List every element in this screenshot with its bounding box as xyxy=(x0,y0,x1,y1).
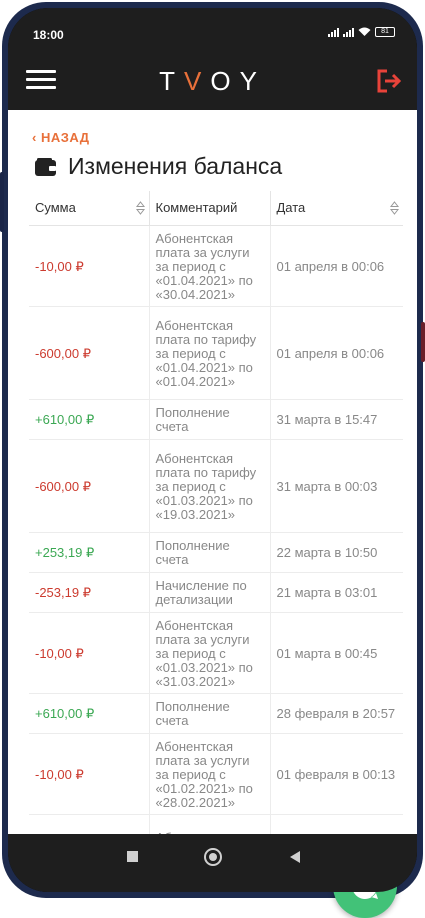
column-header-label: Дата xyxy=(276,200,306,216)
logo-part: T xyxy=(159,66,184,96)
amount-cell: +610,00 ₽ xyxy=(29,693,149,733)
status-time: 18:00 xyxy=(33,28,64,42)
battery-icon: 81 xyxy=(375,27,395,37)
comment-cell: Начисление по детализации xyxy=(149,572,270,612)
amount-cell: -600,00 ₽ xyxy=(29,439,149,532)
signal-icon xyxy=(328,28,339,37)
back-link[interactable]: ‹ НАЗАД xyxy=(32,130,90,145)
date-cell: 01 марта в 00:45 xyxy=(270,612,403,693)
amount-cell: +253,19 ₽ xyxy=(29,532,149,572)
date-cell: 31 марта в 15:47 xyxy=(270,399,403,439)
page-title-text: Изменения баланса xyxy=(68,153,283,179)
app-header xyxy=(8,52,417,110)
power-button xyxy=(421,322,425,362)
column-header-date[interactable] xyxy=(270,191,403,225)
date-cell: 28 февраля в 20:57 xyxy=(270,693,403,733)
date-cell: 22 марта в 10:50 xyxy=(270,532,403,572)
comment-cell: Абонентская плата за услуги за период с «01.02.2021» по «28.02.2021» xyxy=(149,733,270,814)
amount-cell: -253,19 ₽ xyxy=(29,572,149,612)
back-label: НАЗАД xyxy=(40,130,90,145)
system-nav-bar xyxy=(8,834,417,892)
date-cell: 01 февраля в 00:13 xyxy=(270,733,403,814)
page-title xyxy=(34,153,282,180)
main-content xyxy=(8,110,417,834)
comment-cell: Абонентская плата по тарифу за период с «01.03.2021» по «19.03.2021» xyxy=(149,439,270,532)
volume-button xyxy=(0,172,4,232)
column-header-label: Сумма xyxy=(35,200,76,216)
home-button[interactable] xyxy=(204,848,222,866)
column-header-amount[interactable] xyxy=(29,191,149,225)
sort-icon[interactable] xyxy=(390,201,399,215)
table-row xyxy=(29,733,403,814)
table-header-row xyxy=(29,191,403,225)
date-cell: 31 марта в 00:03 xyxy=(270,439,403,532)
sort-icon[interactable] xyxy=(136,201,145,215)
comment-cell: Абонентская плата за услуги за период с «01.04.2021» по «30.04.2021» xyxy=(149,225,270,306)
phone-frame xyxy=(2,2,423,898)
comment-cell: Пополнение счета xyxy=(149,532,270,572)
logo-part: O xyxy=(210,66,240,96)
screen xyxy=(8,8,417,892)
table-row xyxy=(29,693,403,733)
status-icons xyxy=(328,27,395,37)
comment-cell: Пополнение счета xyxy=(149,693,270,733)
comment-cell: Пополнение счета xyxy=(149,399,270,439)
logo-part: Y xyxy=(239,66,266,96)
comment-cell: Абонентская плата по тарифу за период с «01.04.2021» по «01.04.2021» xyxy=(149,306,270,399)
signal-icon-2 xyxy=(343,28,354,37)
table-row xyxy=(29,399,403,439)
status-bar xyxy=(8,8,417,52)
logo-part-accent: V xyxy=(183,66,211,96)
table-row xyxy=(29,572,403,612)
amount-cell: +610,00 ₽ xyxy=(29,399,149,439)
amount-cell: -10,00 ₽ xyxy=(29,733,149,814)
table-row xyxy=(29,225,403,306)
balance-table xyxy=(29,191,403,875)
comment-cell: Абонентская плата за услуги за период с «01.03.2021» по «31.03.2021» xyxy=(149,612,270,693)
wallet-icon xyxy=(34,157,58,177)
amount-cell: -600,00 ₽ xyxy=(29,306,149,399)
table-row xyxy=(29,439,403,532)
column-header-label: Комментарий xyxy=(155,200,238,216)
logout-icon[interactable] xyxy=(375,68,403,94)
amount-cell: -10,00 ₽ xyxy=(29,225,149,306)
wifi-icon xyxy=(358,27,371,37)
amount-cell: -10,00 ₽ xyxy=(29,612,149,693)
back-triangle-icon[interactable] xyxy=(289,850,301,864)
table-row xyxy=(29,532,403,572)
date-cell: 21 марта в 03:01 xyxy=(270,572,403,612)
date-cell: 01 апреля в 00:06 xyxy=(270,306,403,399)
logo xyxy=(8,66,417,97)
column-header-comment xyxy=(149,191,270,225)
recent-apps-button[interactable] xyxy=(127,851,138,862)
table-row xyxy=(29,612,403,693)
table-row xyxy=(29,306,403,399)
date-cell: 01 апреля в 00:06 xyxy=(270,225,403,306)
